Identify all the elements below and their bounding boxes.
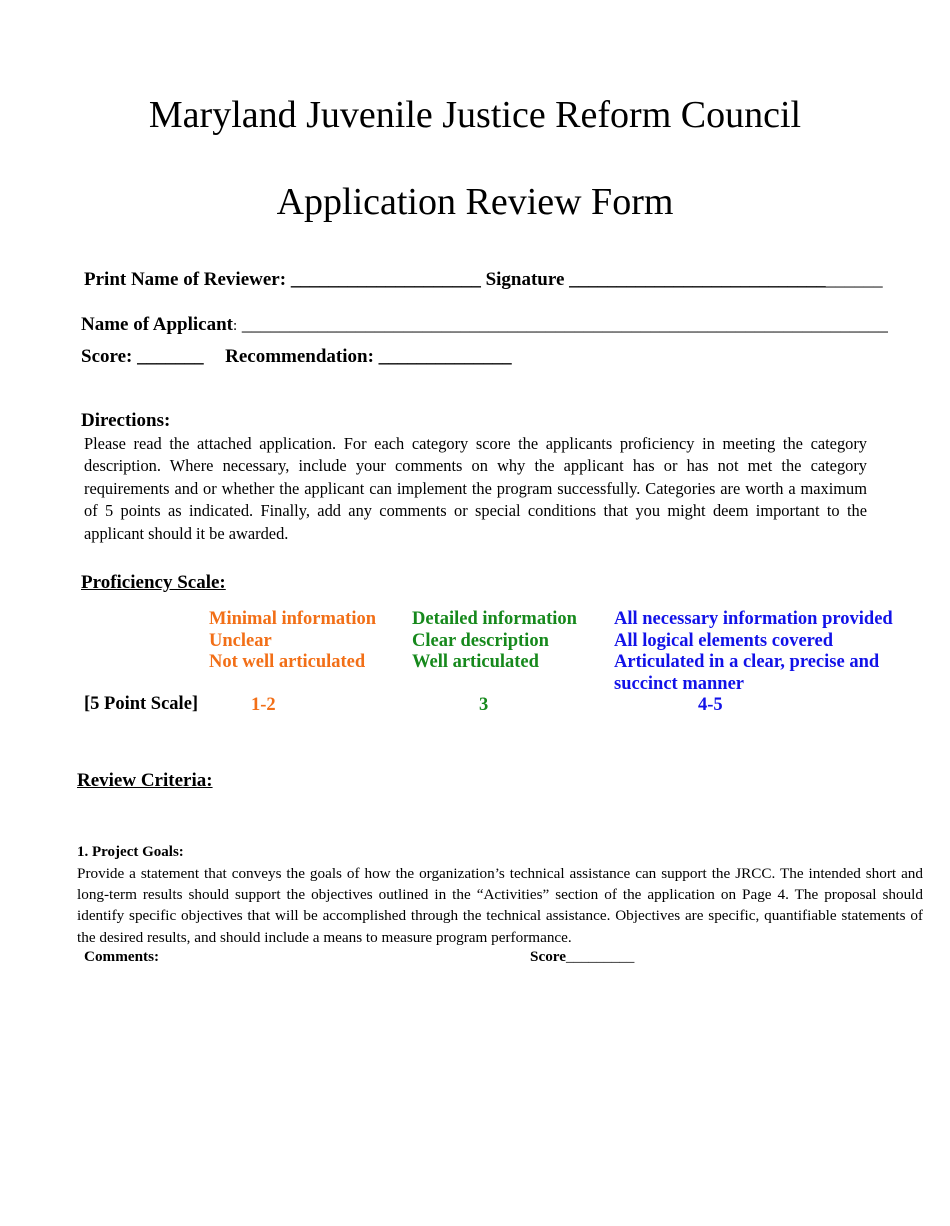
criteria-item-text: Provide a statement that conveys the goals of how the organization’s technical assistance can support the JRCC. The intended short and long-term results should support the objectives outlined in the “Activities” section of the application on Page 4. The proposal should identify specific objectives that will be accomplished through the technical assistance. Objectives are specific, quantifiable statements of the desired results, and should include a means to measure program performance.	[77, 865, 923, 946]
scale-high-line: Articulated in a clear, precise and	[614, 652, 880, 672]
criteria-score-field[interactable]: _________	[566, 948, 635, 965]
signature-field-tail[interactable]: ______	[825, 269, 883, 290]
signature-label: Signature	[485, 269, 565, 290]
scale-high-line: succinct manner	[614, 673, 744, 694]
scale-low-line: Unclear	[209, 630, 272, 651]
score-label: Score:	[81, 346, 133, 367]
scale-score-low: 1-2	[251, 695, 276, 715]
applicant-name-field-tail[interactable]: ____________________	[697, 314, 888, 335]
applicant-name-field[interactable]: ________________________________________________	[241, 314, 698, 335]
scale-high-line: All logical elements covered	[614, 630, 834, 651]
comments-label: Comments:	[84, 948, 160, 965]
directions-text: Please read the attached application. For each category score the applicants proficiency in meeting the category description. Where necessary, include your comments on why the applicant has or has not met the category requirements and or whether the applicant can implement the program successfully. Categories are worth a maximum of 5 points as indicated. Finally, add any comments or special conditions that you might deem important to the applicant should it be awarded.	[84, 434, 867, 543]
signature-field[interactable]: ___________________________	[569, 269, 826, 290]
criteria-item-title: 1. Project Goals:	[77, 844, 184, 860]
criteria-score-label: Score	[530, 948, 566, 965]
applicant-colon: :	[233, 318, 238, 334]
scale-low-line: Not well articulated	[209, 652, 366, 672]
reviewer-row	[84, 269, 883, 291]
scale-mid-line: Clear description	[412, 630, 549, 651]
scale-column-mid	[412, 609, 577, 674]
scale-mid-line: Well articulated	[412, 652, 539, 672]
score-row	[81, 346, 512, 368]
scale-score-mid: 3	[479, 695, 489, 715]
recommendation-label: Recommendation:	[225, 346, 374, 367]
council-title: Maryland Juvenile Justice Reform Council	[148, 94, 802, 136]
scale-column-low	[209, 609, 376, 674]
directions-heading: Directions:	[81, 410, 171, 431]
scale-score-high: 4-5	[698, 695, 723, 715]
recommendation-field[interactable]: ______________	[378, 346, 512, 367]
proficiency-heading: Proficiency Scale:	[81, 572, 226, 593]
scale-label: [5 Point Scale]	[84, 694, 199, 714]
criteria-score-row	[530, 948, 634, 966]
scale-high-line: All necessary information provided	[614, 609, 893, 629]
scale-low-line: Minimal information	[209, 609, 377, 629]
scale-mid-line: Detailed information	[412, 609, 577, 629]
reviewer-label: Print Name of Reviewer:	[84, 269, 287, 290]
applicant-row	[81, 314, 888, 336]
reviewer-name-field[interactable]: ____________________	[290, 269, 481, 290]
applicant-label: Name of Applicant	[81, 314, 233, 335]
review-criteria-heading: Review Criteria:	[77, 770, 213, 791]
form-title: Application Review Form	[276, 181, 674, 223]
score-field[interactable]: _______	[137, 346, 204, 367]
scale-column-high	[614, 609, 893, 695]
